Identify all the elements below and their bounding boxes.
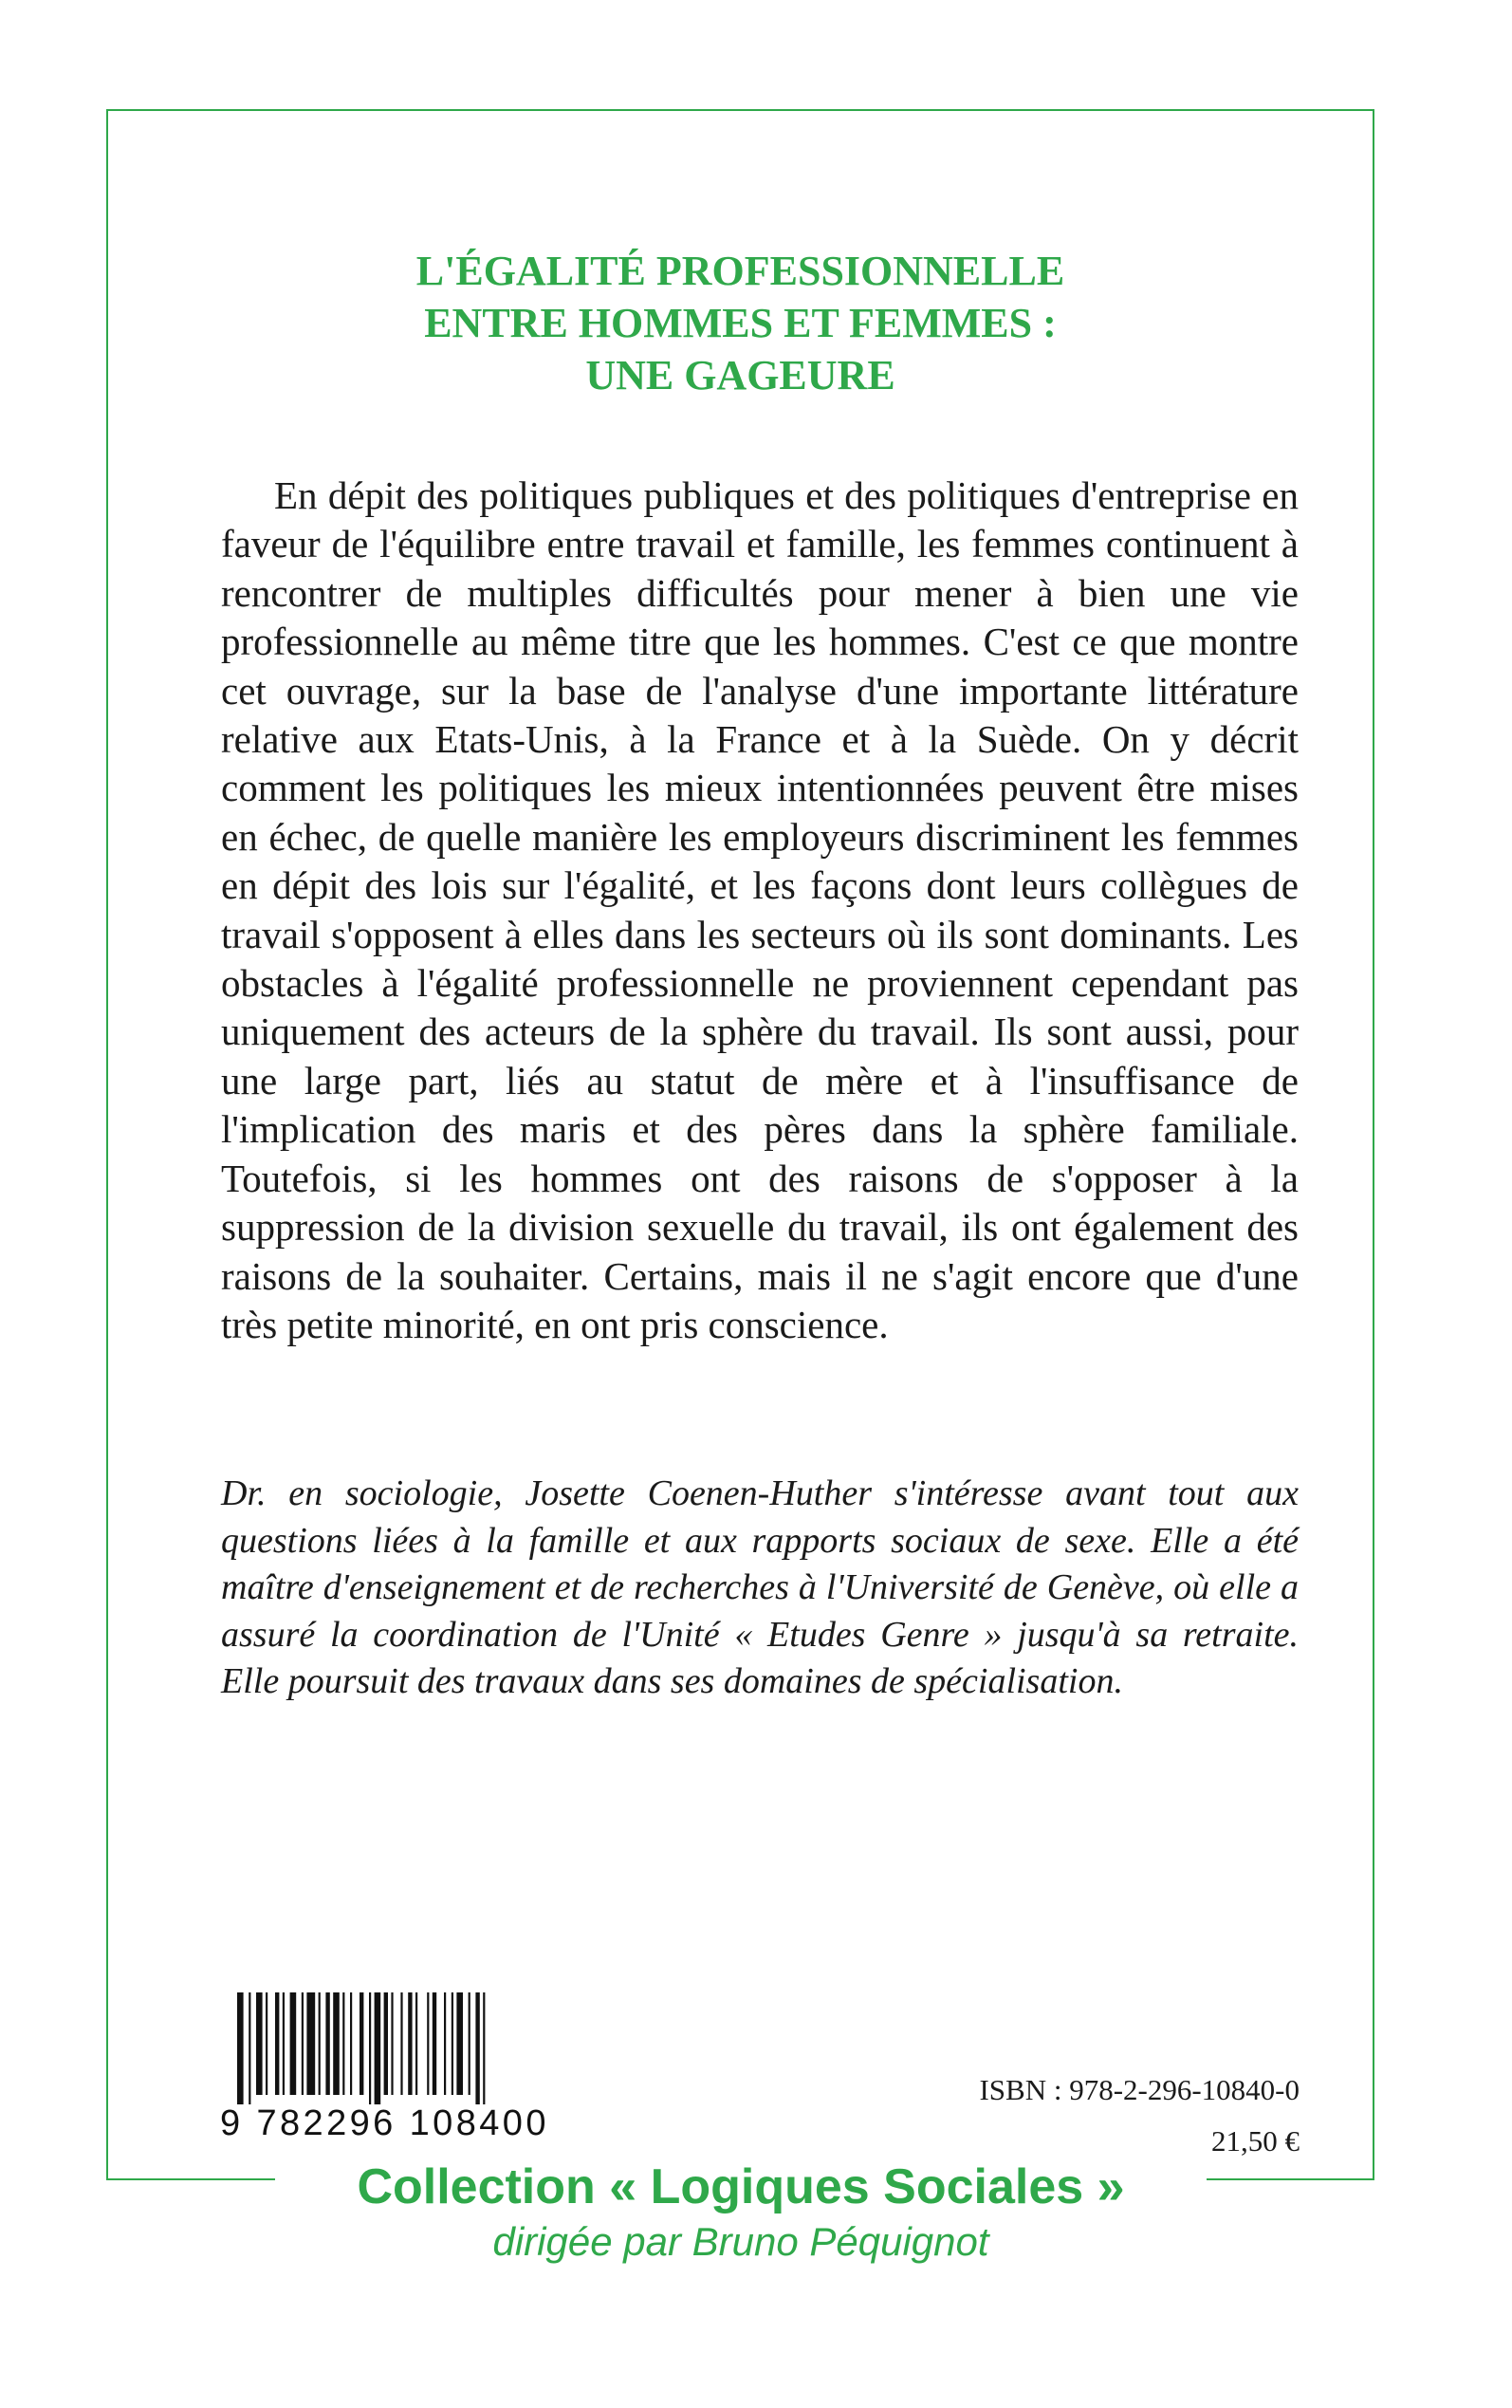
barcode-bar-23 <box>433 1992 436 2095</box>
barcode-bar-0 <box>237 1992 244 2104</box>
barcode-bar-2 <box>256 1992 263 2095</box>
barcode <box>220 1992 552 2154</box>
title-line-1: L'ÉGALITÉ PROFESSIONNELLE <box>415 248 1065 294</box>
barcode-bar-5 <box>283 1992 285 2095</box>
barcode-bars <box>220 1992 552 2104</box>
barcode-bar-22 <box>427 1992 429 2095</box>
barcode-bar-13 <box>350 1992 352 2095</box>
barcode-bar-4 <box>275 1992 279 2095</box>
book-summary: En dépit des politiques publiques et des politiques d'entreprise en faveur de l'équilibre entre travail et famille, les femmes continuent à rencontrer de multiples difficultés pour mener à bien une vie professionnelle au même titre que les hommes. C'est ce que montre cet ouvrage, sur la base de l'analyse d'une importante littérature relative aux Etats-Unis, à la France et à la Suède. On y décrit comment les politiques les mieux intentionnées peuvent être mises en échec, de quelle manière les employeurs discriminent les femmes en dépit des lois sur l'égalité, et les façons dont leurs collègues de travail s'opposent à elles dans les secteurs où ils sont dominants. Les obstacles à l'égalité professionnelle ne proviennent cependant pas uniquement des acteurs de la sphère du travail. Ils sont aussi, pour une large part, liés au statut de mère et à l'insuffisance de l'implication des maris et des pères dans la sphère familiale. Toutefois, si les hommes ont des raisons de s'opposer à la suppression de la division sexuelle du travail, ils ont également des raisons de la souhaiter. Certains, mais il ne s'agit encore que d'une très petite minorité, en ont pris conscience. <box>221 473 1299 1346</box>
book-title <box>106 245 1374 401</box>
barcode-bar-3 <box>266 1992 267 2095</box>
barcode-bar-28 <box>475 1992 479 2104</box>
barcode-bar-26 <box>456 1992 463 2095</box>
barcode-bar-8 <box>306 1992 315 2095</box>
title-line-2: ENTRE HOMMES ET FEMMES : <box>424 300 1057 346</box>
collection-block <box>275 2157 1207 2299</box>
barcode-bar-6 <box>290 1992 297 2095</box>
barcode-bar-20 <box>408 1992 412 2095</box>
collection-director: dirigée par Bruno Péquignot <box>492 2219 989 2264</box>
barcode-bar-15 <box>369 1992 371 2104</box>
barcode-bar-9 <box>319 1992 321 2095</box>
barcode-bar-27 <box>469 1992 470 2095</box>
author-bio: Dr. en sociologie, Josette Coenen-Huther s'intéresse avant tout aux questions liées à la famille et aux rapports sociaux de sexe. Elle a été maître d'enseignement et de recherches à l'Université de Genève, où elle a assuré la coordination de l'Unité « Etudes Genre » jusqu'à sa retraite. Elle poursuit des travaux dans ses domaines de spécialisation. <box>221 1473 1299 1701</box>
isbn: ISBN : 978-2-296-10840-0 <box>979 2073 1300 2106</box>
barcode-bar-14 <box>360 1992 363 2095</box>
barcode-bar-10 <box>325 1992 329 2095</box>
barcode-bar-24 <box>444 1992 446 2095</box>
barcode-bar-21 <box>415 1992 417 2095</box>
collection-title: Collection « Logiques Sociales » <box>357 2159 1125 2214</box>
barcode-digits: 9 782296 108400 <box>220 2103 549 2143</box>
barcode-bar-19 <box>400 1992 402 2095</box>
barcode-bar-11 <box>333 1992 340 2095</box>
barcode-bar-29 <box>483 1992 485 2104</box>
barcode-bar-12 <box>342 1992 344 2095</box>
price: 21,50 € <box>1211 2124 1300 2158</box>
barcode-bar-1 <box>249 1992 250 2104</box>
barcode-bar-17 <box>384 1992 388 2095</box>
title-line-3: UNE GAGEURE <box>585 352 895 398</box>
barcode-bar-16 <box>375 1992 381 2104</box>
barcode-bar-18 <box>391 1992 393 2095</box>
barcode-bar-7 <box>302 1992 304 2095</box>
barcode-bar-25 <box>452 1992 453 2095</box>
